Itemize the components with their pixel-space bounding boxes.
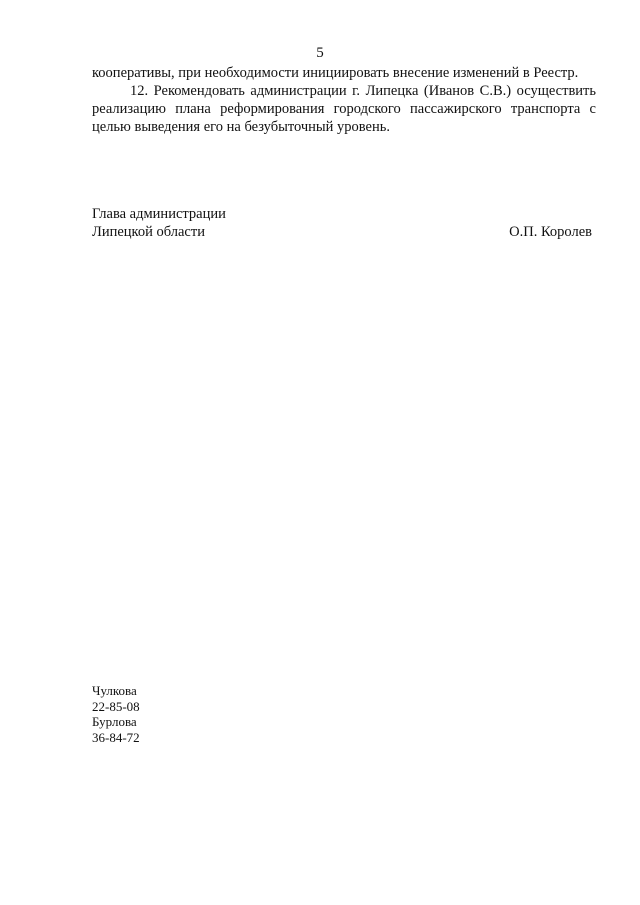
signatory-position-line1: Глава администрации (92, 206, 226, 222)
contact-phone-1: 22-85-08 (92, 698, 140, 714)
contact-phone-2: 36-84-72 (92, 729, 140, 745)
executor-contacts (92, 683, 140, 745)
contact-name-1: Чулкова (92, 683, 137, 698)
signatory-position-line2: Липецкой области (92, 224, 205, 240)
page-number: 5 (316, 45, 324, 61)
signatory-name: О.П. Королев (509, 224, 592, 240)
paragraph-item-12: 12. Рекомендовать администрации г. Липецка (Иванов С.В.) осуществить реализацию плана реформирования городского пассажирского транспорта с целью выведения его на безубыточный уровень. (92, 83, 596, 135)
paragraph-continuation: кооперативы, при необходимости инициировать внесение изменений в Реестр. (92, 65, 579, 81)
document-body (92, 64, 596, 136)
signature-row (92, 223, 592, 241)
contact-name-2: Бурлова (92, 714, 137, 729)
signature-block (92, 205, 592, 241)
